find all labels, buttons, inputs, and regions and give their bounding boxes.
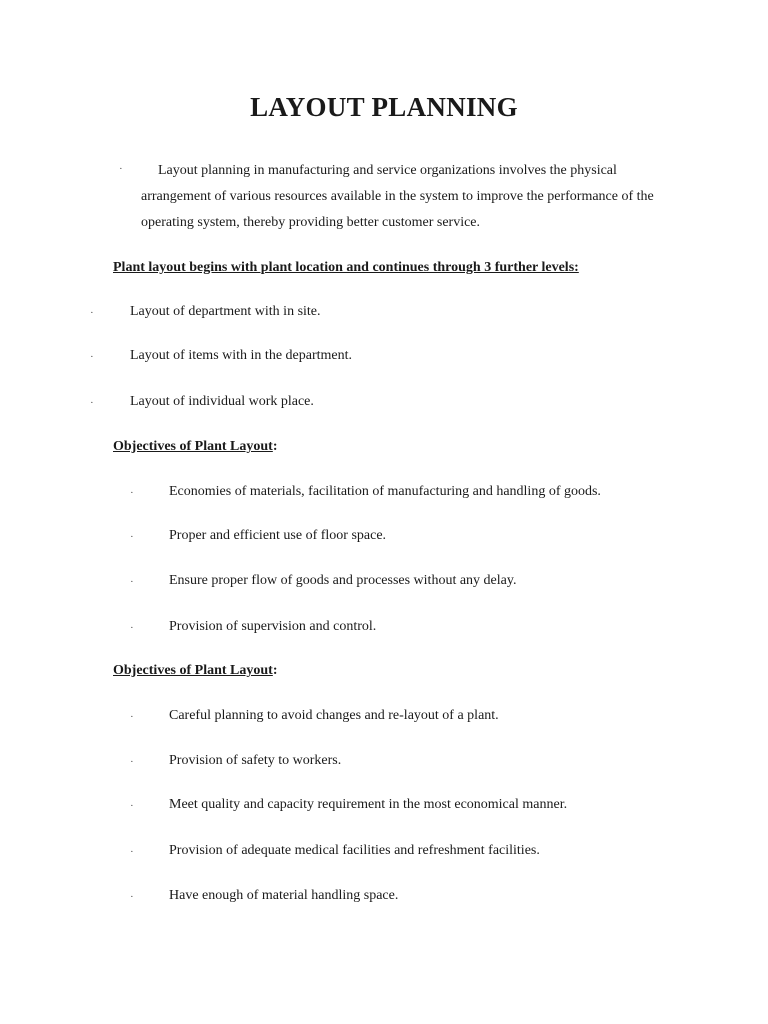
bullet-dot: ·: [130, 711, 134, 723]
bullet-dot: ·: [130, 622, 134, 634]
objective-1-item-2: Proper and efficient use of floor space.: [169, 528, 387, 543]
objective-1-item-4: Provision of supervision and control.: [169, 619, 377, 634]
intro-bullet: ·: [119, 163, 123, 175]
objective-2-item-4: Provision of adequate medical facilities and refreshment facilities.: [169, 843, 540, 858]
levels-heading-text: Plant layout begins with plant location and continues through 3 further levels:: [113, 260, 579, 275]
objective-1-item-3: Ensure proper flow of goods and processes without any delay.: [169, 573, 517, 588]
objective-2-item-5: Have enough of material handling space.: [169, 888, 399, 903]
level-item-2: Layout of items with in the department.: [130, 348, 353, 363]
objectives-heading-2-text: Objectives of Plant Layout: [113, 663, 273, 678]
bullet-dot: ·: [130, 846, 134, 858]
bullet-dot: ·: [130, 487, 134, 499]
objective-2-item-1: Careful planning to avoid changes and re-layout of a plant.: [169, 708, 499, 723]
bullet-dot: ·: [90, 307, 94, 319]
bullet-dot: ·: [90, 397, 94, 409]
objective-2-item-2: Provision of safety to workers.: [169, 753, 342, 768]
bullet-dot: ·: [130, 576, 134, 588]
page-title: LAYOUT PLANNING: [250, 92, 518, 122]
level-item-3: Layout of individual work place.: [130, 394, 314, 409]
heading-colon: :: [272, 663, 278, 678]
bullet-dot: ·: [130, 891, 134, 903]
objectives-heading-2: [113, 663, 278, 679]
bullet-dot: ·: [130, 800, 134, 812]
objectives-heading-1: [113, 439, 278, 455]
objectives-heading-1-text: Objectives of Plant Layout: [113, 439, 273, 454]
heading-colon: :: [272, 439, 278, 454]
bullet-dot: ·: [130, 756, 134, 768]
bullet-dot: ·: [90, 351, 94, 363]
objective-1-item-1: Economies of materials, facilitation of manufacturing and handling of goods.: [169, 484, 601, 499]
objective-2-item-3: Meet quality and capacity requirement in the most economical manner.: [169, 797, 568, 812]
level-item-1: Layout of department with in site.: [130, 304, 321, 319]
levels-heading: [113, 260, 579, 276]
intro-paragraph: Layout planning in manufacturing and service organizations involves the physical arrangement of various resources available in the system to improve the performance of the operating system, thereby providing better customer service.: [141, 163, 654, 230]
bullet-dot: ·: [130, 531, 134, 543]
